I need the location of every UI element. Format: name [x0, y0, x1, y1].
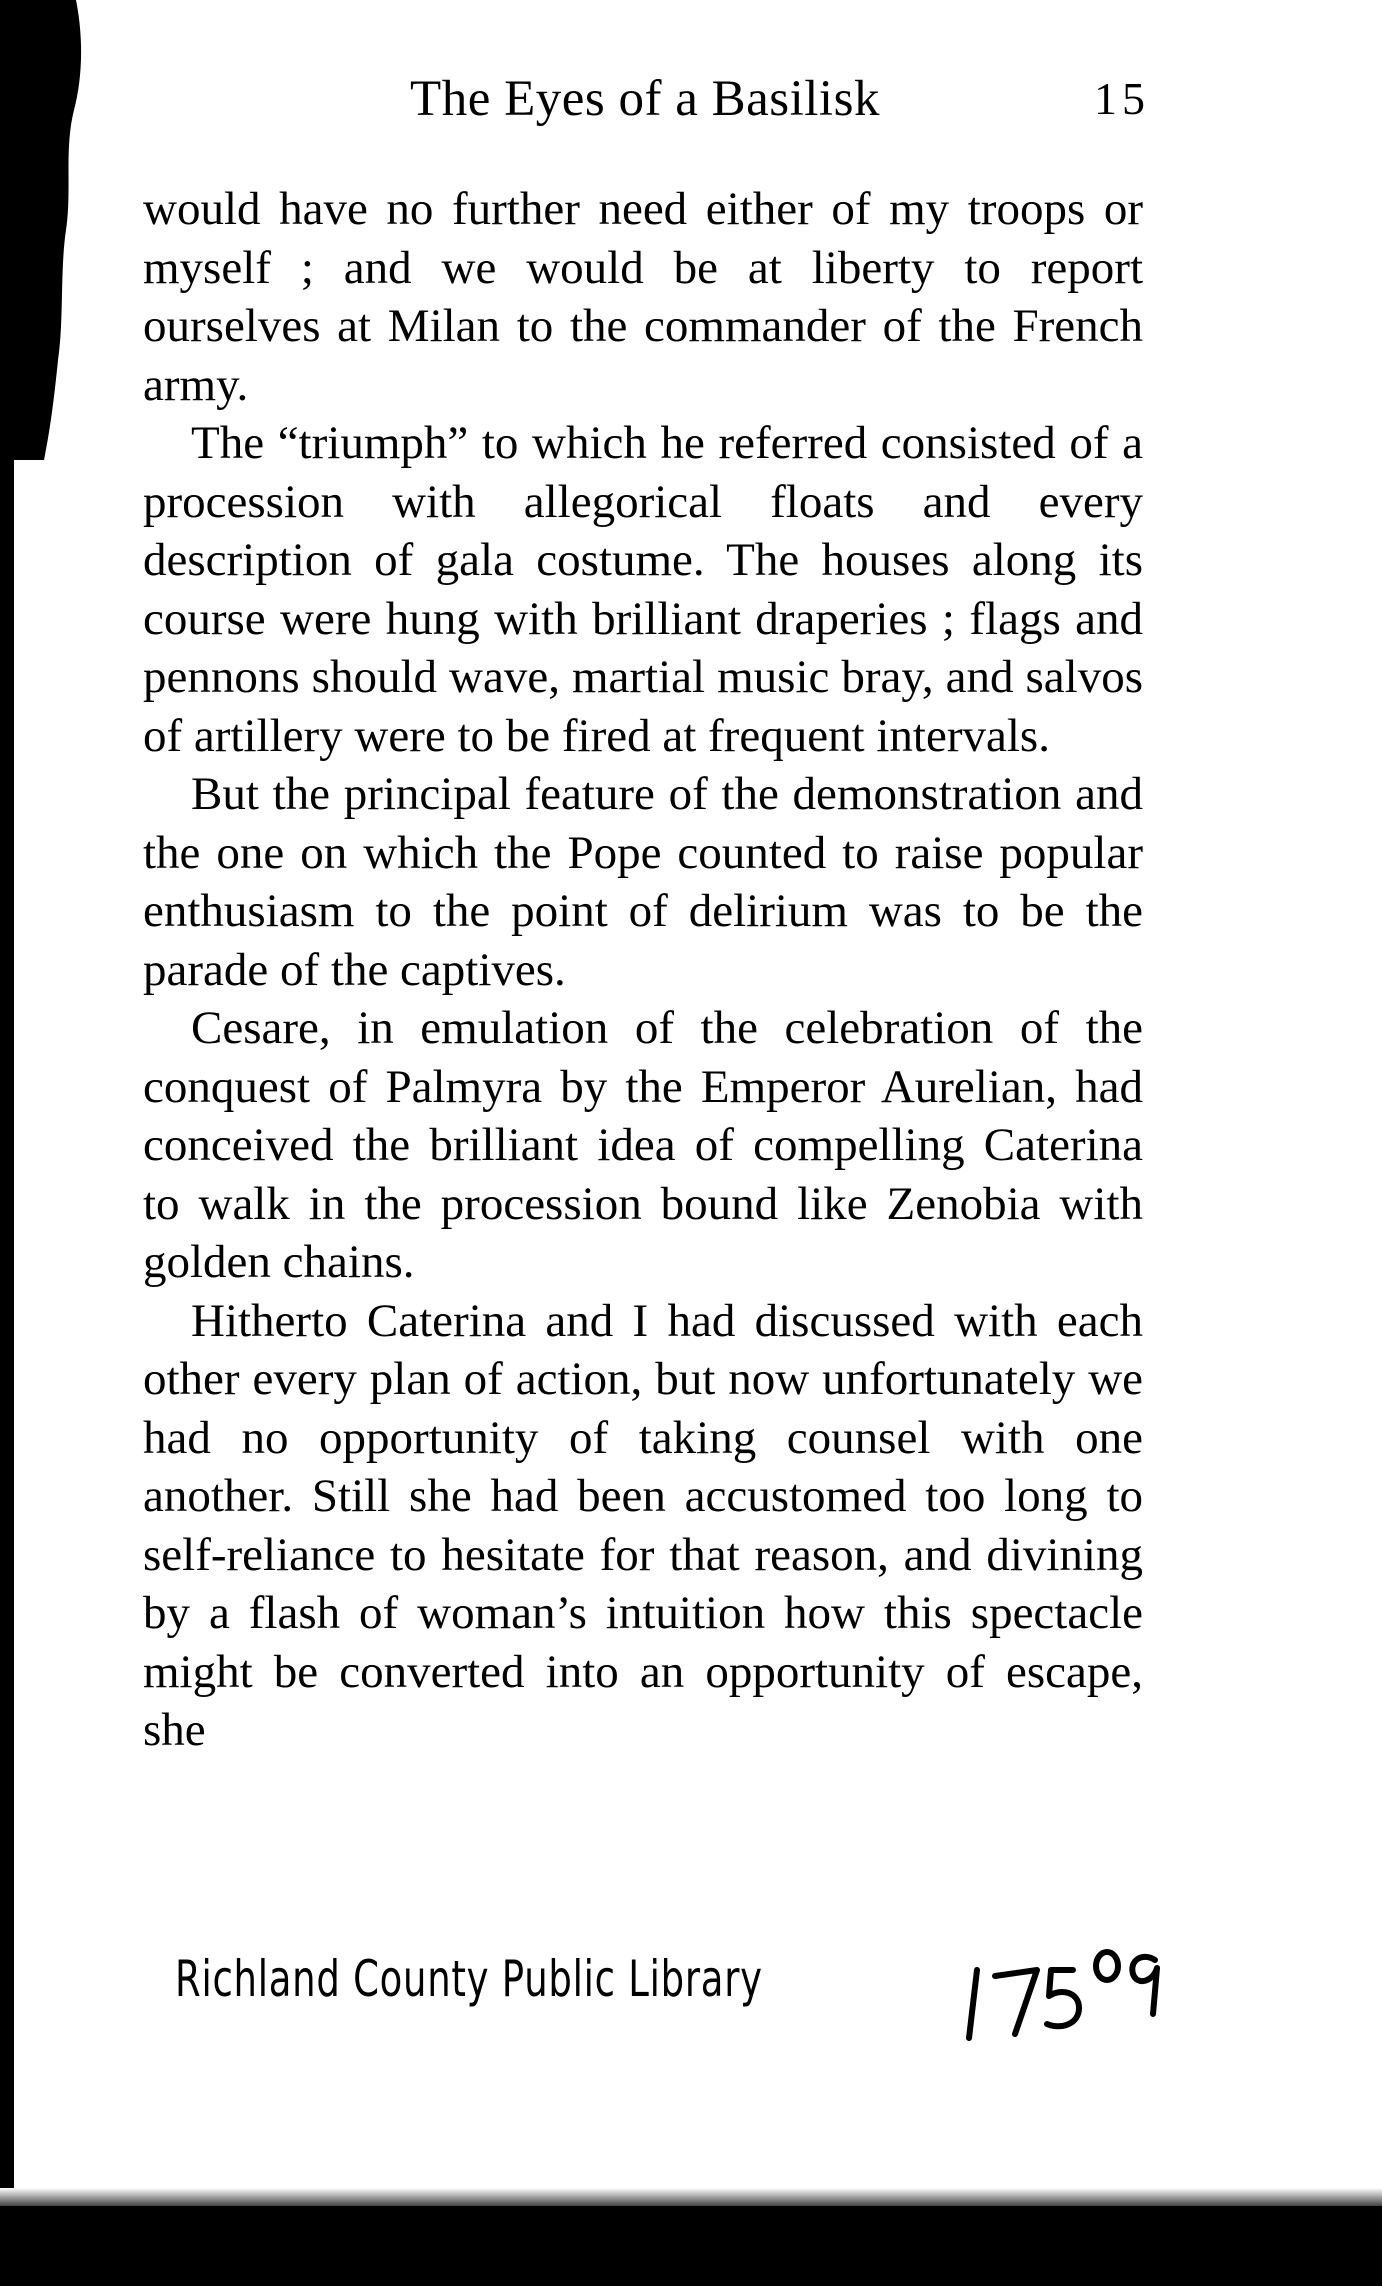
page-number: 15 [1094, 73, 1150, 124]
paragraph: would have no further need either of my troops or myself ; and we would be at liberty to report ourselves at Milan to the commander of the French army. [143, 183, 1143, 411]
library-stamp: Richland County Public Library [175, 1950, 763, 2008]
paragraph: Hitherto Caterina and I had discussed with each other every plan of action, but now unfortunately we had no opportunity of taking counsel with one another. Still she had been accustomed too long to self-reliance to hesitate for that reason, and divining by a flash of woman’s intuition how this spectacle might be converted into an opportunity of escape, she [143, 1294, 1143, 1756]
paragraph: Cesare, in emulation of the celebration of the conquest of Palmyra by the Emperor Aurelian, had conceived the brilliant idea of compelling Caterina to walk in the procession bound like Zenobia with golden chains. [143, 1002, 1143, 1288]
body-text [143, 180, 1143, 1760]
scan-border-bottom [0, 2206, 1382, 2286]
paragraph: But the principal feature of the demonstration and the one on which the Pope counted to raise popular enthusiasm to the point of delirium was to be the parade of the captives. [143, 768, 1143, 996]
running-title: The Eyes of a Basilisk [410, 71, 880, 127]
paragraph: The “triumph” to which he referred consisted of a procession with allegorical floats and every description of gala costume. The houses along its course were hung with brilliant draperies ; flags and pennons should wave, martial music bray, and salvos of artillery were to be fired at frequent intervals. [143, 417, 1143, 762]
handwritten-accession-number [955, 1930, 1185, 2050]
running-head [140, 70, 1150, 130]
scan-border-left [0, 0, 14, 2286]
scan-spine-shadow [14, 0, 114, 460]
